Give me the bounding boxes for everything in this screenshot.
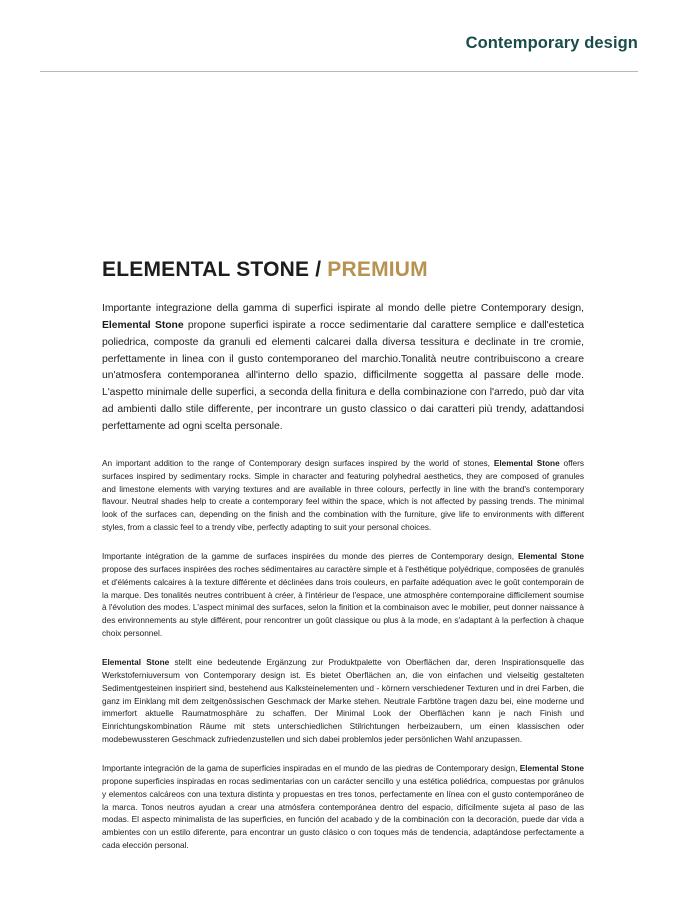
document-content bbox=[102, 258, 584, 868]
paragraph-french-part1: Importante intégration de la gamme de surfaces inspirées du monde des pierres de Contemporary design, bbox=[102, 551, 519, 561]
page-header bbox=[40, 34, 638, 80]
paragraph-spanish-bold: Elemental Stone bbox=[519, 763, 584, 774]
paragraph-spanish-part2: propone superficies inspiradas en rocas sedimentarias con un carácter sencillo y una estética poliédrica, compuestas por gránulos y elementos calcáreos con una textura distinta y propuestas en tres tonos, perfectamente en línea con el gusto contemporáneo de la marca. Tonos neutros ayudan a crear una atmósfera contemporánea dentro del espacio, difícilmente sujeta al paso de las modas. El aspecto minimalista de las superficies, en función del acabado y de la combinación con la decoración, puede dar vida a ambientes con un estilo diferente, para encontrar un gusto clásico o con toques más de tendencia, adaptándose perfectamente a cada elección personal. bbox=[102, 775, 584, 851]
paragraph-english-part2: offers surfaces inspired by sedimentary rocks. Simple in character and featuring polyhedral aesthetics, they are composed of granules and limestone elements with varying textures and are available in three colours, perfectly in line with the brand's contemporary flavour. Neutral shades help to create a contemporary feel within the space, which is not affected by passing trends. The minimal look of the surfaces can, depending on the finish and the combination with the furniture, give life to environments with different styles, from a classic feel to a trendy vibe, perfectly adapting to suit your personal choices. bbox=[102, 457, 585, 533]
page-title-main: ELEMENTAL STONE bbox=[102, 258, 310, 281]
paragraph-italian-bold: Elemental Stone bbox=[102, 319, 184, 331]
paragraph-french-bold: Elemental Stone bbox=[518, 551, 584, 561]
header-divider bbox=[40, 71, 638, 72]
page-title-accent: PREMIUM bbox=[327, 258, 428, 281]
paragraph-italian bbox=[102, 301, 584, 436]
paragraph-english-part1: An important addition to the range of Contemporary design surfaces inspired by the world of stones, bbox=[102, 457, 494, 468]
paragraph-french bbox=[102, 550, 584, 640]
page-title-separator: / bbox=[309, 258, 328, 281]
paragraph-german bbox=[102, 656, 584, 746]
paragraph-spanish bbox=[102, 762, 584, 852]
paragraph-italian-part2: propone superfici ispirate a rocce sedimentarie dal carattere semplice e dall'estetica poliedrica, composte da granuli ed elementi calcarei dalla diversa tessitura e declinate in tre cromie, perfettamente in linea con il gusto contemporaneo del marchio.Tonalità neutre contribuiscono a creare un'atmosfera contemporanea all'interno dello spazio, difficilmente soggetta al passare delle mode. L'aspetto minimale delle superfici, a seconda della finitura e della combinazione con l'arredo, può dar vita ad ambienti dallo stile differente, per incontrare un gusto classico o dai caratteri più trendy, adattandosi perfettamente ad ogni scelta personale. bbox=[102, 319, 584, 432]
paragraph-spanish-part1: Importante integración de la gama de superficies inspiradas en el mundo de las piedras de Contemporary design, bbox=[102, 763, 520, 774]
paragraph-german-part2: stellt eine bedeutende Ergänzung zur Produktpalette von Oberflächen dar, deren Inspirationsquelle das Werkstoferniuversum von Contemporary design ist. Es bietet Oberflächen an, die von einfachen und vielseitig gestalteten Sedimentgesteinen inspiriert sind, bestehend aus Kalksteinelementen und - körnern verschiedener Texturen und in drei Farben, die ganz im Einklang mit dem zeitgenössischen Geschmack der Marke stehen. Neutrale Farbtöne tragen dazu bei, eine moderne und immerfort aktuelle Raumatmosphäre zu schaffen. Der Minimal Look der Oberflächen kann je nach Finish und Einrichtungskombination Räume mit stets unterschiedlichen Stilrichtungen herbeizaubern, um einen klassischen oder modebewussteren Geschmack zufriedenzustellen und sich dabei problemlos jeder persönlichen Wahl anzupassen. bbox=[102, 657, 584, 745]
paragraph-italian-part1: Importante integrazione della gamma di superfici ispirate al mondo delle pietre Contemporary design, bbox=[102, 303, 584, 315]
page-title bbox=[102, 258, 584, 281]
header-title: Contemporary design bbox=[465, 34, 638, 52]
paragraph-english bbox=[102, 457, 584, 534]
paragraph-german-bold: Elemental Stone bbox=[102, 657, 170, 668]
paragraph-english-bold: Elemental Stone bbox=[493, 457, 560, 468]
paragraph-french-part2: propose des surfaces inspirées des roches sédimentaires au caractère simple et à l'esthétique polyédrique, composées de granulés et d'éléments calcaires à la texture différente et déclinées dans trois couleurs, en parfaite adéquation avec le goût contemporain de la marque. Des tonalités neutres contribuent à créer, à l'intérieur de l'espace, une atmosphère contemporaine difficilement soumise à l'évolution des modes. L'aspect minimal des surfaces, selon la finition et la combinaison avec le mobilier, peut donner naissance à des environnements au style différent, pour rencontrer un goût classique ou plus à la mode, en s'adaptant à la perfection à chaque choix personnel. bbox=[102, 563, 584, 639]
